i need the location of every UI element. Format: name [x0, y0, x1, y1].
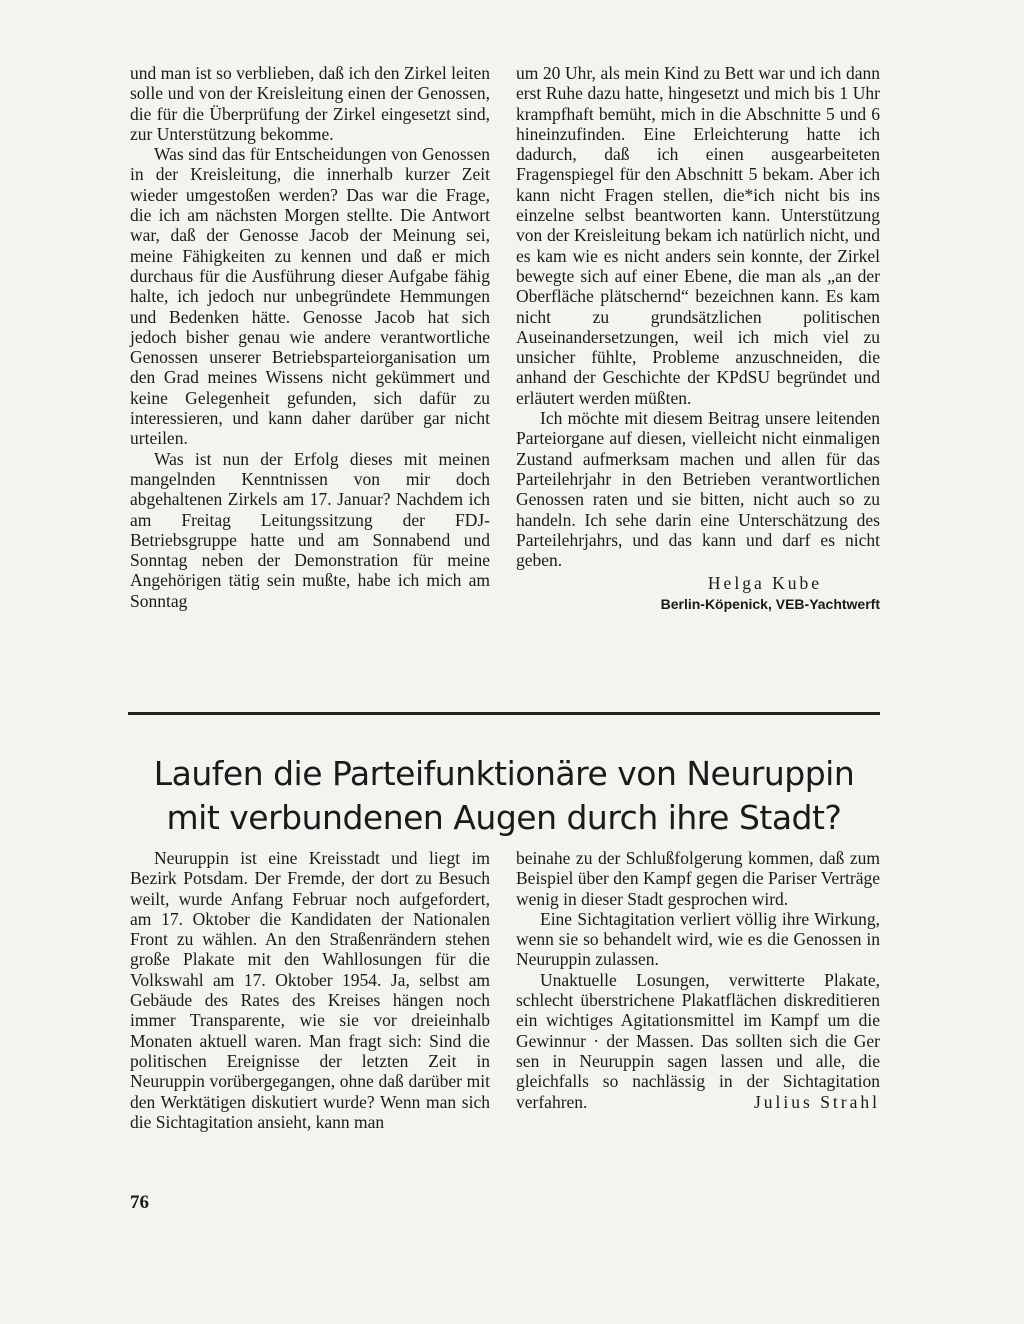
- signature-name: Helga Kube: [707, 573, 822, 594]
- section-divider: [128, 712, 880, 715]
- article2-column-left: [130, 848, 490, 1132]
- paragraph: Ich möchte mit diesem Beitrag unsere leitenden Parteiorgane auf diesen, vielleicht nicht einmaligen Zustand aufmerksam machen und allen für das Parteilehrjahr in den Betrieben verantwortlichen Genossen raten und sie bitten, nicht auch so zu handeln. Ich sehe darin eine Unterschätzung des Parteilehrjahrs, und das kann und darf es nicht geben.: [516, 408, 880, 571]
- article2-column-right: [516, 848, 880, 1112]
- paragraph: und man ist so verblieben, daß ich den Zirkel leiten solle und von der Kreisleitung einen der Genossen, die für die Überprüfung der Zirkel eingesetzt sind, zur Unterstützung bekomme.: [130, 63, 490, 144]
- paragraph: beinahe zu der Schlußfolgerung kommen, daß zum Beispiel über den Kampf gegen die Pariser Verträge wenig in dieser Stadt gesprochen wird.: [516, 848, 880, 909]
- page-number: 76: [130, 1192, 149, 1213]
- article1-column-left: [130, 63, 490, 611]
- signature-name: Julius Strahl: [753, 1091, 880, 1112]
- headline-line-1: Laufen die Parteifunktionäre von Neuruppin: [153, 754, 855, 793]
- paragraph: Was sind das für Entscheidungen von Genossen in der Kreisleitung, die innerhalb kurzer Zeit wieder umgestoßen werden? Das war die Frage, die ich am nächsten Morgen stellte. Die Antwort war, daß der Genosse Jacob der Meinung sei, meine Fähigkeiten zu kennen und daß er mich durchaus für die Ausführung dieser Aufgabe fähig halte, ich jedoch nur unbegründete Hemmungen und Bedenken hätte. Genosse Jacob hat sich jedoch bisher genau wie andere verantwortliche Genossen unserer Betriebsparteiorganisation um den Grad meines Wissens nicht gekümmert und keine Gelegenheit gefunden, sich dafür zu interessieren, und kann daher darüber gar nicht urteilen.: [130, 144, 490, 449]
- article1-column-right: [516, 63, 880, 614]
- paragraph: Eine Sichtagitation verliert völlig ihre Wirkung, wenn sie so behandelt wird, wie es die Genossen in Neuruppin zulassen.: [516, 908, 880, 970]
- signature-place: Berlin-Köpenick, VEB-Yachtwerft: [660, 595, 880, 612]
- paragraph: um 20 Uhr, als mein Kind zu Bett war und ich dann erst Ruhe dazu hatte, hingesetzt und mich bis 1 Uhr krampfhaft bemüht, mich in die Abschnitte 5 und 6 hineinzufinden. Eine Erleichterung hatte ich dadurch, daß ich einen ausgearbeiteten Fragenspiegel für den Abschnitt 5 bekam. Aber ich kann nicht Fragen stellen, die*ich nicht bis ins einzelne selbst beantworten kann. Unterstützung von der Kreisleitung bekam ich natürlich nicht, und es kam wie es nicht anders sein konnte, der Zirkel bewegte sich auf einer Ebene, die man als „an der Oberfläche plätschernd“ bezeichnen kann. Es kam nicht zu grundsätzlichen politischen Auseinandersetzungen, weil ich mich viel zu unsicher fühlte, Probleme anzuschneiden, die anhand der Geschichte der KPdSU begründet und erläutert werden müßten.: [516, 63, 880, 408]
- headline-line-2: mit verbundenen Augen durch ihre Stadt?: [166, 798, 842, 837]
- paragraph: Neuruppin ist eine Kreisstadt und liegt im Bezirk Potsdam. Der Fremde, der dort zu Besuch weilt, wurde Anfang Februar noch aufgefordert, am 17. Oktober die Kandidaten der Nationalen Front zu wählen. An den Straßenrändern stehen große Plakate mit den Wahllosungen für die Volkswahl am 17. Oktober 1954. Ja, selbst am Gebäude des Rates des Kreises hängen noch immer Transparente, wie sie vor dreieinhalb Monaten aktuell waren. Man fragt sich: Sind die politischen Ereignisse der letzten Zeit in Neuruppin vorübergegangen, ohne daß darüber mit den Werktätigen diskutiert wurde? Wenn man sich die Sichtagitation ansieht, kann man: [130, 848, 490, 1132]
- article2-headline: [128, 752, 880, 840]
- paragraph: Unaktuelle Losungen, verwitterte Plakate, schlecht überstrichene Plakatflächen diskreditieren ein wichtiges Agitationsmittel im Kampf um die Gewinnur · der Massen. Das sollten sich die Ger sen in Neuruppin sagen lassen und alle, die gleichfalls so nachlässig in der Sichtagitation verfahren. Julius Strahl: [516, 969, 880, 1112]
- paragraph: Was ist nun der Erfolg dieses mit meinen mangelnden Kenntnissen von mir doch abgehaltenen Zirkels am 17. Januar? Nachdem ich am Freitag Leitungssitzung der FDJ-Betriebsgruppe hatte und am Sonnabend und Sonntag neben der Demonstration für meine Angehörigen tätig sein mußte, habe ich mich am Sonntag: [130, 448, 490, 611]
